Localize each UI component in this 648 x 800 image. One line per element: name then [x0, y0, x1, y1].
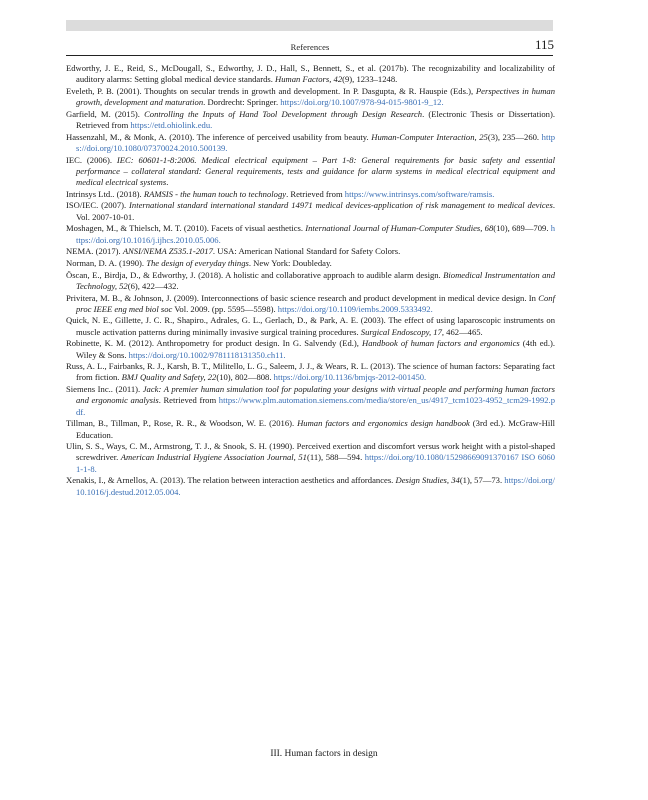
reference-source: Handbook of human factors and ergonomics	[361, 338, 520, 349]
reference-text: Privitera, M. B., & Johnson, J. (2009). Interconnections of basic science research and product development in medical device design. In	[66, 292, 539, 303]
reference-link[interactable]: https://etd.ohiolink.edu.	[130, 120, 213, 131]
reference-text: Hassenzahl, M., & Monk, A. (2010). The inference of perceived usability from beauty.	[66, 131, 372, 142]
reference-entry	[66, 361, 555, 383]
reference-source: Perspectives in human growth, development and maturation	[76, 85, 555, 108]
reference-source: Human factors and ergonomics design handbook	[297, 418, 470, 429]
reference-source: International standard international standard 14971 medical devices-application of risk management to medical devices	[129, 200, 553, 211]
reference-text: ISO/IEC. (2007).	[66, 200, 130, 211]
reference-details: (3rd ed.). McGraw-Hill Education.	[76, 418, 555, 440]
reference-link[interactable]: https://doi.org/10.1080/07370024.2010.500139.	[76, 131, 556, 153]
reference-details: (1), 57—73.	[459, 475, 505, 486]
reference-details: (3), 235—260.	[487, 131, 542, 142]
reference-entry	[66, 246, 555, 257]
reference-source: The design of everyday things	[146, 257, 249, 268]
reference-entry	[66, 418, 555, 440]
reference-entry	[66, 475, 555, 497]
reference-details: , 462—465.	[441, 326, 483, 337]
reference-details: Vol. 2009. (pp. 5595—5598).	[172, 303, 278, 314]
reference-link[interactable]: https://www.plm.automation.siemens.com/media/store/en_us/4917_tcm1023-4952_tcm29-1992.pdf.	[76, 395, 555, 417]
reference-entry	[66, 109, 555, 131]
reference-entry	[66, 338, 555, 360]
running-head-title: References	[290, 42, 330, 52]
reference-link[interactable]: https://doi.org/10.1136/bmjqs-2012-001450.	[273, 372, 427, 383]
footer-part-label: III. Human factors in design	[270, 749, 378, 759]
reference-entry	[66, 293, 555, 315]
reference-details: . Retrieved from	[286, 188, 345, 199]
reference-text: NEMA. (2017).	[66, 246, 123, 257]
reference-source: Surgical Endoscopy, 17	[360, 326, 442, 337]
reference-text: Eveleth, P. B. (2001). Thoughts on secular trends in growth and development. In P. Dasgupta, & R. Hauspie (Eds.),	[66, 85, 476, 96]
reference-details: .	[166, 177, 169, 188]
header-band	[66, 20, 553, 31]
reference-source: Jack: A premier human simulation tool for populating your designs with virtual people and performing human factors and ergonomic analysis	[76, 384, 555, 406]
reference-text: Ulin, S. S., Ways, C. M., Armstrong, T. J., & Snook, S. H. (1990). Perceived exertion and discomfort versus work height with a pistol-shaped screwdriver.	[66, 441, 555, 463]
reference-source: Human Factors, 42	[275, 74, 343, 85]
reference-link[interactable]: https://doi.org/10.1109/iembs.2009.5333492.	[277, 303, 433, 314]
reference-text: Quick, N. E., Gillette, J. C. R., Shapiro., Adrales, G. L., Gerlach, D., & Park, A. E. (2003). The effect of using laparoscopic instruments on muscle activation patterns during minimally invasive surgical training procedures.	[66, 315, 555, 337]
reference-source: Controlling the Inputs of Hand Tool Development through Design Research	[144, 108, 423, 119]
reference-text: Tillman, B., Tillman, P., Rose, R. R., & Woodson, W. E. (2016).	[66, 418, 298, 429]
reference-details: . New York: Doubleday.	[248, 257, 332, 268]
reference-text: IEC. (2006).	[66, 154, 117, 165]
reference-source: Conf proc IEEE eng med biol soc	[76, 292, 555, 314]
reference-text: Intrinsys Ltd.. (2018).	[66, 188, 144, 199]
reference-entry	[66, 189, 555, 200]
header-rule	[66, 55, 553, 56]
reference-source: International Journal of Human-Computer Studies, 68	[305, 223, 494, 234]
reference-entry	[66, 200, 555, 222]
reference-entry	[66, 441, 555, 475]
reference-details: (6), 422—432.	[127, 280, 179, 291]
reference-details: (10), 689—709.	[493, 223, 551, 234]
reference-link[interactable]: https://doi.org/10.1007/978-94-015-9801-9_12.	[280, 97, 444, 108]
reference-text: Öscan, E., Birdja, D., & Edworthy, J. (2018). A holistic and collaborative approach to audible alarm design.	[66, 269, 444, 280]
reference-source: American Industrial Hygiene Association Journal, 51	[120, 452, 307, 463]
page-number: 115	[534, 37, 554, 52]
reference-text: Russ, A. L., Fairbanks, R. J., Karsh, B. T., Militello, L. G., Saleem, J. J., & Wears, R. L. (2013). The science of human factors: Separating fact from fiction.	[66, 361, 555, 383]
reference-text: Siemens Inc.. (2011).	[66, 384, 143, 395]
reference-link[interactable]: https://doi.org/10.1016/j.ijhcs.2010.05.006.	[76, 223, 555, 245]
reference-source: Biomedical Instrumentation and Technology, 52	[76, 269, 555, 291]
reference-list	[66, 63, 555, 498]
reference-text: Moshagen, M., & Thielsch, M. T. (2010). Facets of visual aesthetics.	[66, 223, 306, 234]
reference-link[interactable]: https://doi.org/10.1002/9781118131350.ch11.	[128, 349, 286, 360]
reference-source: IEC: 60601-1-8:2006. Medical electrical equipment – Part 1-8: General requirements for basic safety and essential performance – collateral standard: General requirements, tests and guidance for alarm systems in medical electrical equipment and medical electrical systems	[76, 154, 555, 188]
reference-details: . Dordrecht: Springer.	[203, 97, 281, 108]
reference-entry	[66, 86, 555, 108]
reference-entry	[66, 384, 555, 418]
reference-entry	[66, 270, 555, 292]
reference-entry	[66, 155, 555, 189]
reference-text: Xenakis, I., & Arnellos, A. (2013). The relation between interaction aesthetics and affordances.	[66, 475, 396, 486]
reference-entry	[66, 223, 555, 245]
reference-details: (4th ed.). Wiley & Sons.	[76, 338, 555, 360]
reference-details: . (Electronic Thesis or Dissertation). Retrieved from	[76, 108, 555, 131]
reference-source: ANSI/NEMA Z535.1-2017	[122, 246, 213, 257]
reference-source: BMJ Quality and Safety, 22	[121, 372, 217, 383]
reference-entry	[66, 63, 555, 85]
reference-text: Norman, D. A. (1990).	[66, 257, 147, 268]
reference-source: RAMSIS - the human touch to technology	[143, 188, 287, 199]
reference-text: Garfield, M. (2015).	[66, 108, 145, 119]
reference-link[interactable]: https://doi.org/10.1080/15298669091370167 ISO 60601-1-8.	[76, 452, 555, 474]
reference-entry	[66, 258, 555, 269]
reference-details: (9), 1233–1248.	[342, 74, 398, 85]
reference-link[interactable]: https://www.intrinsys.com/software/ramsis.	[344, 188, 495, 199]
reference-details: . Retrieved from	[158, 395, 219, 406]
reference-text: Edworthy, J. E., Reid, S., McDougall, S., Edworthy, J. D., Hall, S., Bennett, S., et al. (2017b). The recognizability and localizability of auditory alarms: Setting global medical device standards.	[66, 63, 555, 85]
reference-link[interactable]: https://doi.org/10.1016/j.destud.2012.05.004.	[76, 475, 555, 497]
reference-details: . Vol. 2007-10-01.	[76, 200, 555, 222]
reference-source: Human-Computer Interaction, 25	[371, 131, 488, 142]
reference-details: . USA: American National Standard for Safety Colors.	[212, 246, 401, 257]
reference-entry	[66, 132, 555, 154]
reference-entry	[66, 315, 555, 337]
reference-details: (11), 588—594.	[306, 452, 365, 463]
reference-source: Design Studies, 34	[395, 475, 460, 486]
reference-text: Robinette, K. M. (2012). Anthropometry for product design. In G. Salvendy (Ed.),	[66, 338, 362, 349]
reference-details: (10), 802—808.	[216, 372, 274, 383]
